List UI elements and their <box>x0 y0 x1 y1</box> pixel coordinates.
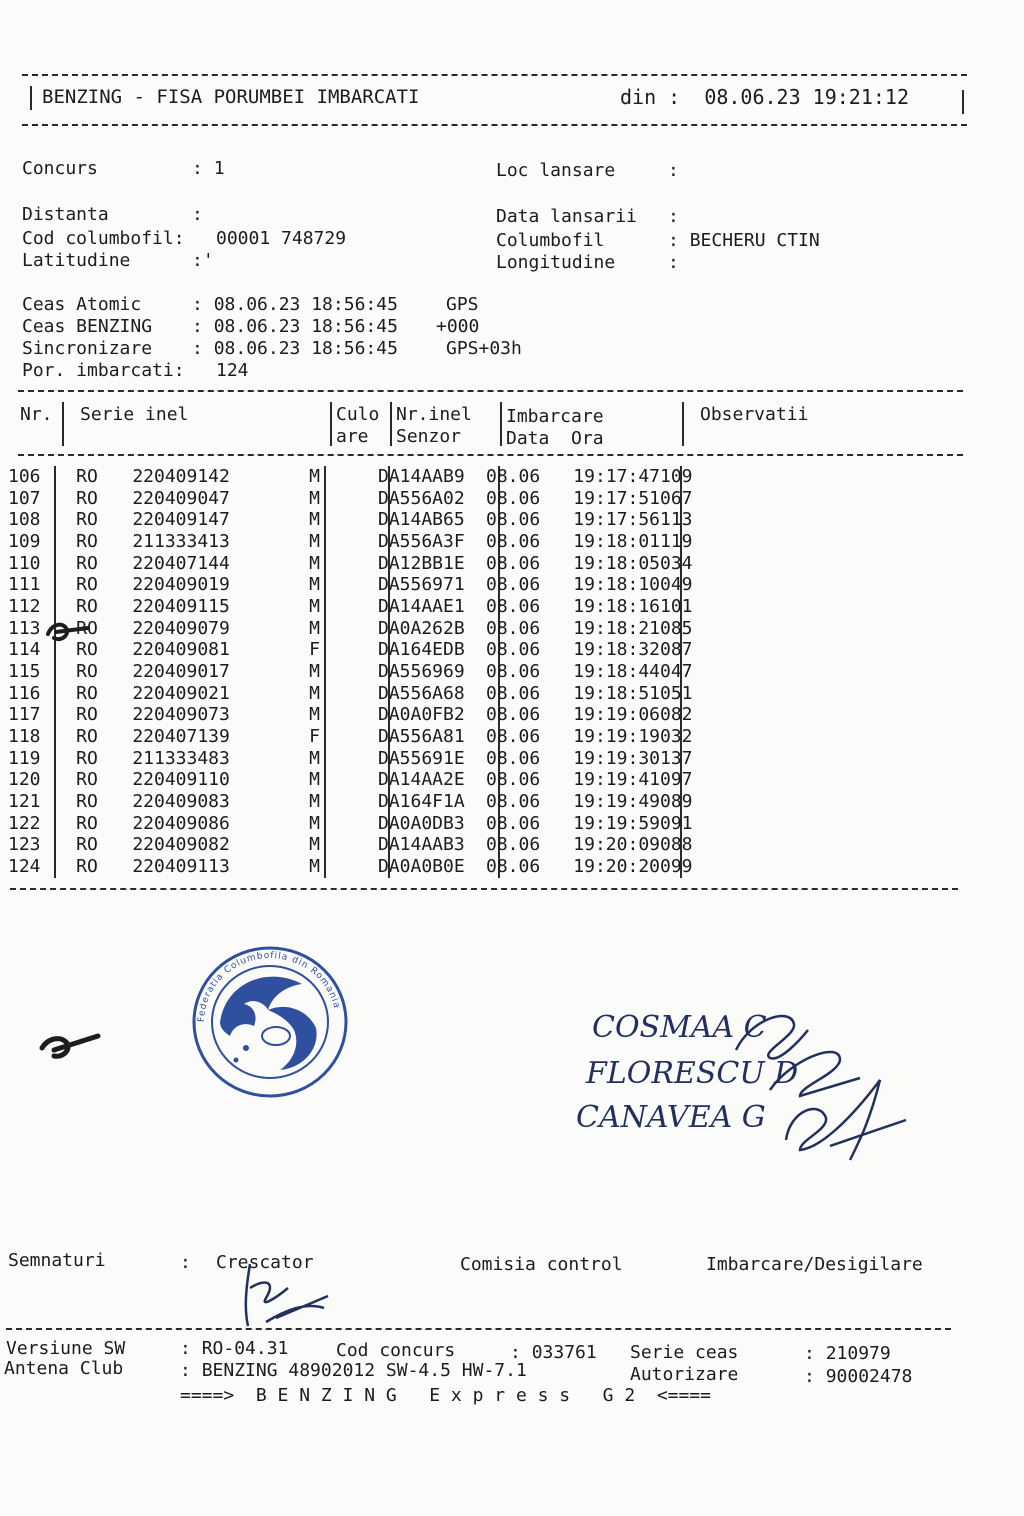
ring-country: RO <box>76 595 98 617</box>
header-top-divider <box>22 74 967 76</box>
observation: 113 <box>660 509 693 531</box>
federation-seal-icon <box>190 944 350 1100</box>
ring-country: RO <box>76 769 98 791</box>
boarding-time: 19:17:47 <box>573 466 660 487</box>
ring-year: 22 <box>132 552 154 574</box>
row-number: 123 <box>8 834 41 856</box>
boarding-time: 19:20:09 <box>573 834 660 856</box>
table-row <box>8 704 720 726</box>
ring-year: 22 <box>132 617 154 639</box>
cod-columbofil-value: 00001 748729 <box>216 228 347 249</box>
print-date-value: 08.06.23 19:21:12 <box>704 85 910 109</box>
boarding-time: 19:20:20 <box>573 855 660 877</box>
longitudine-value: : <box>668 252 690 273</box>
ring-sex: M <box>309 682 320 704</box>
crescator-label: Crescator <box>216 1252 314 1273</box>
por-imbarcati-value: 124 <box>216 360 249 381</box>
table-row <box>8 748 720 770</box>
ring-year: 21 <box>132 530 154 552</box>
semnaturi-colon: : <box>180 1252 191 1273</box>
table-row <box>8 726 720 748</box>
sensor-ring: DA556A81 <box>378 725 465 747</box>
col-header-nr: Nr. <box>20 404 53 425</box>
seal-text: Federatia Columbofila din Romania <box>196 950 342 1023</box>
observation: 089 <box>660 790 693 812</box>
sensor-ring: DA556A3F <box>378 530 465 552</box>
ring-number: 0409083 <box>154 790 230 812</box>
ring-number: 0409110 <box>154 769 230 791</box>
ceas-benzing-extra: +000 <box>436 316 480 337</box>
header-right-bar <box>962 90 964 114</box>
ring-number: 0409021 <box>154 682 230 704</box>
distanta-label: Distanta <box>22 204 109 225</box>
observation: 097 <box>660 769 693 791</box>
sensor-ring: DA0A0DB3 <box>378 812 465 834</box>
color-cell <box>320 466 378 488</box>
ring-country: RO <box>76 704 98 726</box>
ring-number: 0407144 <box>154 552 230 574</box>
header-bottom-divider <box>22 124 967 126</box>
ring-sex: M <box>309 509 320 531</box>
ring-year: 22 <box>132 574 154 596</box>
boarding-date: 08.06 <box>486 725 541 747</box>
color-cell <box>320 639 378 661</box>
serie-ceas-value: : 210979 <box>804 1343 891 1364</box>
table-header-divider <box>18 454 963 456</box>
observation: 032 <box>660 725 693 747</box>
observation: 088 <box>660 834 693 856</box>
boarding-time: 19:19:59 <box>573 812 660 834</box>
col-divider <box>330 402 332 446</box>
ring-year: 22 <box>132 639 154 661</box>
col-divider <box>390 402 392 446</box>
table-row <box>8 834 720 856</box>
boarding-date: 08.06 <box>486 855 541 877</box>
table-row <box>8 574 720 596</box>
comisia-control-label: Comisia control <box>460 1254 623 1275</box>
ring-country: RO <box>76 639 98 661</box>
ring-year: 22 <box>132 660 154 682</box>
boarding-time: 19:18:16 <box>573 595 660 617</box>
ring-year: 22 <box>132 725 154 747</box>
ring-sex: M <box>309 595 320 617</box>
row-number: 110 <box>8 552 41 574</box>
row-number: 109 <box>8 530 41 552</box>
color-cell <box>320 574 378 596</box>
ring-sex: M <box>309 466 320 487</box>
boarding-time: 19:18:51 <box>573 682 660 704</box>
sincronizare-extra: GPS+03h <box>446 338 522 359</box>
data-lansarii-label: Data lansarii <box>496 206 637 227</box>
ring-sex: M <box>309 704 320 726</box>
color-cell <box>320 553 378 575</box>
ring-sex: M <box>309 769 320 791</box>
por-imbarcati-label: Por. imbarcati: <box>22 360 185 381</box>
observation: 109 <box>660 466 693 487</box>
ring-sex: F <box>309 725 320 747</box>
row-number: 111 <box>8 574 41 596</box>
table-row <box>8 509 720 531</box>
ring-number: 0409113 <box>154 855 230 877</box>
sensor-ring: DA14AAB9 <box>378 466 465 487</box>
ring-number: 0409086 <box>154 812 230 834</box>
boarding-date: 08.06 <box>486 834 541 856</box>
table-row <box>8 596 720 618</box>
boarding-time: 19:18:05 <box>573 552 660 574</box>
boarding-date: 08.06 <box>486 509 541 531</box>
ring-number: 0409079 <box>154 617 230 639</box>
boarding-date: 08.06 <box>486 660 541 682</box>
ring-year: 21 <box>132 747 154 769</box>
row-number: 112 <box>8 595 41 617</box>
ring-country: RO <box>76 855 98 877</box>
sensor-ring: DA14AAE1 <box>378 595 465 617</box>
ring-country: RO <box>76 812 98 834</box>
row-number: 117 <box>8 704 41 726</box>
ring-number: 0409147 <box>154 509 230 531</box>
boarding-time: 19:17:51 <box>573 487 660 509</box>
ring-number: 0409115 <box>154 595 230 617</box>
table-row <box>8 466 720 488</box>
color-cell <box>320 488 378 510</box>
boarding-date: 08.06 <box>486 769 541 791</box>
sensor-ring: DA14AAB3 <box>378 834 465 856</box>
ring-sex: M <box>309 530 320 552</box>
ring-sex: M <box>309 790 320 812</box>
color-cell <box>320 531 378 553</box>
row-number: 120 <box>8 769 41 791</box>
ring-country: RO <box>76 682 98 704</box>
observation: 034 <box>660 552 693 574</box>
ring-number: 1333483 <box>154 747 230 769</box>
color-cell <box>320 661 378 683</box>
longitudine-label: Longitudine <box>496 252 616 273</box>
boarding-date: 08.06 <box>486 747 541 769</box>
concurs-value: : 1 <box>192 158 225 179</box>
handwritten-signatures-icon <box>730 1000 910 1170</box>
ring-number: 0409081 <box>154 639 230 661</box>
color-cell <box>320 813 378 835</box>
observation: 119 <box>660 530 693 552</box>
sensor-ring: DA14AB65 <box>378 509 465 531</box>
imbarcare-desigilare-label: Imbarcare/Desigilare <box>706 1254 923 1275</box>
boarded-pigeons-table <box>8 466 720 877</box>
sincronizare-label: Sincronizare <box>22 338 153 359</box>
ring-year: 22 <box>132 704 154 726</box>
table-row <box>8 813 720 835</box>
ring-number: 0409073 <box>154 704 230 726</box>
ring-year: 22 <box>132 595 154 617</box>
ring-year: 22 <box>132 466 154 487</box>
handwritten-name-3: CANAVEA G <box>576 1100 766 1135</box>
latitudine-value: :' <box>192 250 214 271</box>
table-row <box>8 769 720 791</box>
ceas-atomic-label: Ceas Atomic <box>22 294 142 315</box>
sensor-ring: DA556A68 <box>378 682 465 704</box>
pen-mark-icon <box>44 616 90 646</box>
ring-year: 22 <box>132 790 154 812</box>
boarding-date: 08.06 <box>486 595 541 617</box>
color-cell <box>320 726 378 748</box>
sensor-ring: DA164F1A <box>378 790 465 812</box>
observation: 101 <box>660 595 693 617</box>
ceas-atomic-value: : 08.06.23 18:56:45 <box>192 294 398 315</box>
cod-concurs-label: Cod concurs <box>336 1340 456 1361</box>
crescator-signature-icon <box>236 1258 336 1330</box>
table-row <box>8 661 720 683</box>
handwritten-name-1: COSMAA C <box>592 1010 767 1045</box>
loc-lansare-label: Loc lansare <box>496 160 616 181</box>
sensor-ring: DA556A02 <box>378 487 465 509</box>
print-date <box>620 86 909 108</box>
boarding-time: 19:19:19 <box>573 725 660 747</box>
loc-lansare-value: : <box>668 160 690 181</box>
table-row <box>8 618 720 640</box>
row-number: 122 <box>8 812 41 834</box>
ring-number: 0409017 <box>154 660 230 682</box>
ring-country: RO <box>76 466 98 487</box>
print-date-label: din : <box>620 85 681 109</box>
table-row <box>8 791 720 813</box>
ring-country: RO <box>76 725 98 747</box>
ring-country: RO <box>76 790 98 812</box>
ring-sex: M <box>309 617 320 639</box>
ring-country: RO <box>76 552 98 574</box>
boarding-date: 08.06 <box>486 682 541 704</box>
ring-sex: M <box>309 574 320 596</box>
row-number: 119 <box>8 747 41 769</box>
table-row <box>8 531 720 553</box>
boarding-time: 19:19:41 <box>573 769 660 791</box>
boarding-date: 08.06 <box>486 790 541 812</box>
ring-year: 22 <box>132 682 154 704</box>
ring-country: RO <box>76 747 98 769</box>
boarding-date: 08.06 <box>486 639 541 661</box>
observation: 087 <box>660 639 693 661</box>
col-header-nr-inel-senzor: Nr.inel Senzor <box>396 404 472 447</box>
boarding-date: 08.06 <box>486 552 541 574</box>
ring-year: 22 <box>132 855 154 877</box>
sensor-ring: DA556969 <box>378 660 465 682</box>
boarding-time: 19:18:21 <box>573 617 660 639</box>
col-divider <box>682 402 684 446</box>
ring-country: RO <box>76 574 98 596</box>
sensor-ring: DA14AA2E <box>378 769 465 791</box>
latitudine-label: Latitudine <box>22 250 131 271</box>
ring-number: 0407139 <box>154 725 230 747</box>
ring-year: 22 <box>132 487 154 509</box>
header-left-bar <box>30 86 32 110</box>
row-number: 121 <box>8 790 41 812</box>
boarding-time: 19:18:10 <box>573 574 660 596</box>
table-row <box>8 553 720 575</box>
ring-country: RO <box>76 617 98 639</box>
observation: 091 <box>660 812 693 834</box>
table-bottom-divider <box>10 888 958 890</box>
ring-sex: M <box>309 855 320 877</box>
ring-sex: M <box>309 487 320 509</box>
pen-mark-icon <box>38 1028 100 1064</box>
boarding-date: 08.06 <box>486 487 541 509</box>
observation: 082 <box>660 704 693 726</box>
boarding-date: 08.06 <box>486 574 541 596</box>
ring-year: 22 <box>132 769 154 791</box>
color-cell <box>320 683 378 705</box>
table-row <box>8 488 720 510</box>
color-cell <box>320 618 378 640</box>
color-cell <box>320 596 378 618</box>
row-number: 113 <box>8 617 41 639</box>
sensor-ring: DA556971 <box>378 574 465 596</box>
sensor-ring: DA12BB1E <box>378 552 465 574</box>
table-top-divider <box>18 390 963 392</box>
row-number: 107 <box>8 487 41 509</box>
antena-club-label: Antena Club <box>4 1358 124 1379</box>
boarding-date: 08.06 <box>486 466 541 487</box>
ring-number: 0409019 <box>154 574 230 596</box>
sensor-ring: DA164EDB <box>378 639 465 661</box>
ring-number: 0409047 <box>154 487 230 509</box>
ring-year: 22 <box>132 834 154 856</box>
distanta-value: : <box>192 204 214 225</box>
ring-year: 22 <box>132 812 154 834</box>
color-cell <box>320 791 378 813</box>
row-number: 114 <box>8 639 41 661</box>
columbofil-label: Columbofil <box>496 230 605 251</box>
table-row <box>8 639 720 661</box>
ring-country: RO <box>76 660 98 682</box>
col-header-imbarcare: Imbarcare Data Ora <box>506 406 604 449</box>
cod-concurs-value: : 033761 <box>510 1342 597 1363</box>
ring-number: 0409142 <box>154 466 230 487</box>
color-cell <box>320 856 378 878</box>
table-row <box>8 683 720 705</box>
ring-sex: M <box>309 812 320 834</box>
col-header-serie-inel: Serie inel <box>80 404 189 425</box>
boarding-time: 19:18:01 <box>573 530 660 552</box>
color-cell <box>320 509 378 531</box>
row-number: 115 <box>8 660 41 682</box>
ring-sex: F <box>309 639 320 661</box>
observation: 099 <box>660 855 693 877</box>
ring-country: RO <box>76 834 98 856</box>
boarding-date: 08.06 <box>486 530 541 552</box>
observation: 067 <box>660 487 693 509</box>
observation: 047 <box>660 660 693 682</box>
boarding-date: 08.06 <box>486 812 541 834</box>
ring-year: 22 <box>132 509 154 531</box>
ring-sex: M <box>309 552 320 574</box>
boarding-time: 19:17:56 <box>573 509 660 531</box>
data-lansarii-value: : <box>668 206 690 227</box>
boarding-time: 19:19:30 <box>573 747 660 769</box>
boarding-time: 19:19:49 <box>573 790 660 812</box>
page-title: BENZING - FISA PORUMBEI IMBARCATI <box>42 86 420 108</box>
cod-columbofil-label: Cod columbofil: <box>22 228 185 249</box>
color-cell <box>320 748 378 770</box>
antena-club-value: : BENZING 48902012 SW-4.5 HW-7.1 <box>180 1360 527 1381</box>
versiune-sw-label: Versiune SW <box>6 1338 126 1359</box>
ring-number: 1333413 <box>154 530 230 552</box>
ceas-benzing-label: Ceas BENZING <box>22 316 153 337</box>
versiune-sw-value: : RO-04.31 <box>180 1338 289 1359</box>
observation: 049 <box>660 574 693 596</box>
autorizare-label: Autorizare <box>630 1364 739 1385</box>
col-divider <box>62 402 64 446</box>
observation: 051 <box>660 682 693 704</box>
row-number: 108 <box>8 509 41 531</box>
ceas-benzing-value: : 08.06.23 18:56:45 <box>192 316 398 337</box>
row-number: 106 <box>8 466 41 487</box>
boarding-date: 08.06 <box>486 704 541 726</box>
row-number: 116 <box>8 682 41 704</box>
color-cell <box>320 834 378 856</box>
col-header-observatii: Observatii <box>700 404 809 425</box>
sensor-ring: DA0A0FB2 <box>378 704 465 726</box>
boarding-time: 19:18:44 <box>573 660 660 682</box>
semnaturi-label: Semnaturi <box>8 1250 106 1271</box>
ring-sex: M <box>309 834 320 856</box>
autorizare-value: : 90002478 <box>804 1366 913 1387</box>
ring-sex: M <box>309 660 320 682</box>
sensor-ring: DA55691E <box>378 747 465 769</box>
concurs-label: Concurs <box>22 158 98 179</box>
col-header-culoare: Culo are <box>336 404 380 447</box>
ceas-atomic-extra: GPS <box>446 294 479 315</box>
sincronizare-value: : 08.06.23 18:56:45 <box>192 338 398 359</box>
ring-country: RO <box>76 509 98 531</box>
boarding-date: 08.06 <box>486 617 541 639</box>
row-number: 124 <box>8 855 41 877</box>
sensor-ring: DA0A0B0E <box>378 855 465 877</box>
ring-sex: M <box>309 747 320 769</box>
col-divider <box>500 402 502 446</box>
color-cell <box>320 704 378 726</box>
handwritten-name-2: FLORESCU D <box>586 1056 799 1091</box>
ring-country: RO <box>76 530 98 552</box>
benzing-express-banner: ====> B E N Z I N G E x p r e s s G 2 <==== <box>180 1385 712 1406</box>
row-number: 118 <box>8 725 41 747</box>
boarding-time: 19:18:32 <box>573 639 660 661</box>
ring-number: 0409082 <box>154 834 230 856</box>
table-row <box>8 856 720 878</box>
footer-divider <box>6 1328 951 1330</box>
color-cell <box>320 769 378 791</box>
observation: 085 <box>660 617 693 639</box>
ring-country: RO <box>76 487 98 509</box>
sensor-ring: DA0A262B <box>378 617 465 639</box>
observation: 137 <box>660 747 693 769</box>
boarding-time: 19:19:06 <box>573 704 660 726</box>
serie-ceas-label: Serie ceas <box>630 1342 739 1363</box>
columbofil-value: : BECHERU CTIN <box>668 230 820 251</box>
